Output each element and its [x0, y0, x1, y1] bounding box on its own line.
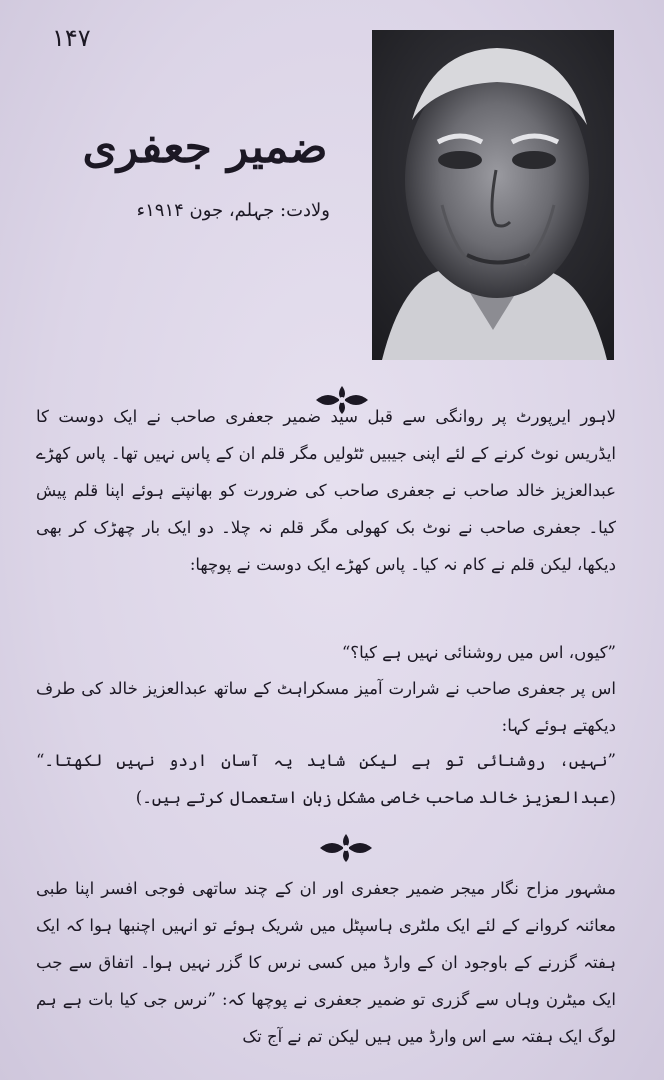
- quote-answer: ”نہیں، روشنائی تو ہے لیکن شاید یہ آسان اردو نہیں لکھتا۔“ (عبدالعزیز خالد صاحب خاصی مشکل زبان استعمال کرتے ہیں۔): [36, 751, 616, 807]
- anecdote-paragraph-1: لاہور ایرپورٹ پر روانگی سے قبل سید ضمیر جعفری صاحب نے ایک دوست کا ایڈریس نوٹ کرنے کے لئے اپنی جیبیں ٹٹولیں مگر قلم ان کے پاس نہیں تھا۔ پاس کھڑے عبدالعزیز خالد صاحب نے جعفری صاحب کی ضرورت کو بھانپتے ہوئے اپنا قلم پیش کیا۔ جعفری صاحب نے نوٹ بک کھولی مگر قلم نہ چلا۔ دو ایک بار چھڑک کر بھی دیکھا، لیکن قلم نے کام نہ کیا۔ پاس کھڑے ایک دوست نے پوچھا:: [36, 407, 616, 574]
- anecdote-paragraph-2: اس پر جعفری صاحب نے شرارت آمیز مسکراہٹ کے ساتھ عبدالعزیز خالد کی طرف دیکھتے ہوئے کہا:: [36, 679, 616, 735]
- author-title: ضمیر جعفری: [82, 122, 328, 173]
- ornament-divider-icon-2: [316, 830, 376, 866]
- birth-info: ولادت: جہلم، جون ۱۹۱۴ء: [136, 200, 330, 221]
- quote-question: ”کیوں، اس میں روشنائی نہیں ہے کیا؟“: [341, 643, 616, 662]
- portrait-photo-icon: [372, 30, 614, 360]
- author-portrait: [372, 30, 614, 360]
- anecdote-paragraph-3: مشہور مزاح نگار میجر ضمیر جعفری اور ان کے چند ساتھی فوجی افسر اپنا طبی معائنہ کروانے کے لئے ایک ملٹری ہاسپٹل میں شریک ہوئے تو انہیں اچنبھا ہوا کہ ایک ہفتہ گزرنے کے باوجود ان کے وارڈ میں کسی نرس کا گزر نہیں ہوا۔ اتفاق سے جب ایک میٹرن وہاں سے گزری تو ضمیر جعفری نے پوچھا کہ: ”نرس جی کیا بات ہے ہم لوگ ایک ہفتہ سے اس وارڈ میں ہیں لیکن تم نے آج تک: [36, 879, 616, 1046]
- page-number: ۱۴۷: [52, 24, 91, 52]
